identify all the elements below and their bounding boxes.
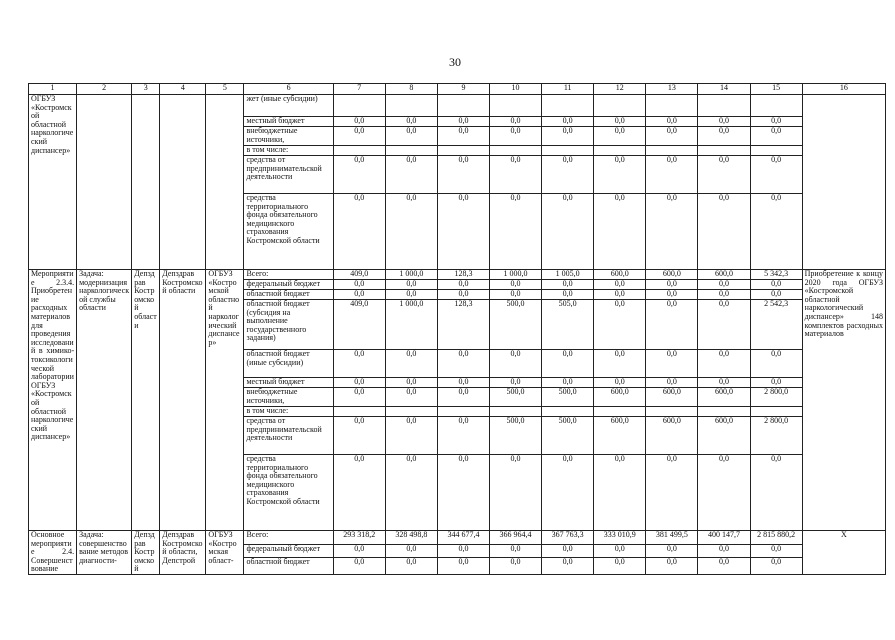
amount-cell: 500,0 xyxy=(542,417,594,455)
header-row xyxy=(29,84,886,95)
amount-cell: 0,0 xyxy=(646,117,698,127)
budget-table-wrapper xyxy=(28,83,886,640)
block3-col4: Депздрав Костромской области, Депстрой xyxy=(160,531,206,575)
amount-cell: 0,0 xyxy=(333,455,385,531)
funding-source-label: областной бюджет xyxy=(244,290,333,300)
amount-cell: 500,0 xyxy=(542,388,594,407)
amount-cell: 400 147,7 xyxy=(698,531,750,545)
amount-cell: 0,0 xyxy=(698,280,750,290)
amount-cell: 0,0 xyxy=(490,117,542,127)
amount-cell: 0,0 xyxy=(646,455,698,531)
amount-cell: 0,0 xyxy=(698,350,750,378)
amount-cell: 500,0 xyxy=(490,417,542,455)
amount-cell: 600,0 xyxy=(646,270,698,280)
amount-cell: 0,0 xyxy=(385,388,437,407)
amount-cell: 0,0 xyxy=(542,194,594,270)
amount-cell: 0,0 xyxy=(437,194,489,270)
amount-cell: 0,0 xyxy=(698,156,750,194)
amount-cell: 0,0 xyxy=(646,194,698,270)
block2-col2: Задача: модернизация наркологической службы области xyxy=(77,270,132,531)
amount-cell: 0,0 xyxy=(698,117,750,127)
funding-source-label: местный бюджет xyxy=(244,378,333,388)
amount-cell: 0,0 xyxy=(333,544,385,558)
block2-col5: ОГБУЗ «Костромской областной наркологический диспансер» xyxy=(206,270,244,531)
amount-cell: 0,0 xyxy=(385,378,437,388)
block1-col3 xyxy=(132,95,160,270)
amount-cell xyxy=(542,407,594,417)
amount-cell: 0,0 xyxy=(750,194,802,270)
amount-cell: 2 815 880,2 xyxy=(750,531,802,545)
amount-cell: 0,0 xyxy=(333,417,385,455)
amount-cell: 0,0 xyxy=(646,127,698,146)
funding-source-label: местный бюджет xyxy=(244,117,333,127)
amount-cell: 0,0 xyxy=(333,127,385,146)
amount-cell: 0,0 xyxy=(542,290,594,300)
amount-cell: 0,0 xyxy=(333,156,385,194)
amount-cell: 0,0 xyxy=(437,558,489,575)
block1-col1: ОГБУЗ «Костромской областной наркологический диспансер» xyxy=(29,95,77,270)
amount-cell: 0,0 xyxy=(594,378,646,388)
amount-cell: 0,0 xyxy=(437,378,489,388)
block1-col5 xyxy=(206,95,244,270)
column-number-14: 14 xyxy=(698,84,750,95)
funding-source-label: федеральный бюджет xyxy=(244,280,333,290)
amount-cell: 600,0 xyxy=(646,388,698,407)
column-number-13: 13 xyxy=(646,84,698,95)
amount-cell: 0,0 xyxy=(437,350,489,378)
amount-cell: 0,0 xyxy=(333,388,385,407)
block2-col4: Депздрав Костромской области xyxy=(160,270,206,531)
amount-cell xyxy=(594,95,646,117)
amount-cell: 0,0 xyxy=(437,156,489,194)
amount-cell: 600,0 xyxy=(646,417,698,455)
amount-cell: 0,0 xyxy=(437,290,489,300)
amount-cell: 0,0 xyxy=(333,117,385,127)
column-number-12: 12 xyxy=(594,84,646,95)
amount-cell: 0,0 xyxy=(594,455,646,531)
amount-cell xyxy=(750,95,802,117)
amount-cell: 344 677,4 xyxy=(437,531,489,545)
amount-cell: 0,0 xyxy=(490,127,542,146)
amount-cell xyxy=(698,407,750,417)
amount-cell: 0,0 xyxy=(750,290,802,300)
column-number-9: 9 xyxy=(437,84,489,95)
column-number-5: 5 xyxy=(206,84,244,95)
amount-cell: 0,0 xyxy=(698,378,750,388)
funding-source-label: областной бюджет xyxy=(244,558,333,575)
page-number: 30 xyxy=(449,55,461,69)
amount-cell: 0,0 xyxy=(646,378,698,388)
amount-cell: 0,0 xyxy=(594,558,646,575)
amount-cell: 2 800,0 xyxy=(750,417,802,455)
amount-cell: 600,0 xyxy=(698,417,750,455)
amount-cell xyxy=(437,407,489,417)
amount-cell xyxy=(490,95,542,117)
amount-cell: 328 498,8 xyxy=(385,531,437,545)
funding-source-label: средства от предпринимательской деятельности xyxy=(244,417,333,455)
amount-cell: 600,0 xyxy=(698,388,750,407)
amount-cell xyxy=(333,95,385,117)
budget-table xyxy=(28,83,886,575)
amount-cell xyxy=(437,146,489,156)
amount-cell: 409,0 xyxy=(333,300,385,350)
amount-cell: 0,0 xyxy=(437,388,489,407)
amount-cell: 0,0 xyxy=(385,455,437,531)
amount-cell: 366 964,4 xyxy=(490,531,542,545)
amount-cell xyxy=(490,407,542,417)
amount-cell: 1 000,0 xyxy=(385,270,437,280)
amount-cell: 0,0 xyxy=(385,350,437,378)
column-number-11: 11 xyxy=(542,84,594,95)
amount-cell: 0,0 xyxy=(698,544,750,558)
amount-cell: 0,0 xyxy=(385,417,437,455)
amount-cell: 0,0 xyxy=(542,455,594,531)
amount-cell: 0,0 xyxy=(698,300,750,350)
column-number-10: 10 xyxy=(490,84,542,95)
funding-source-label: внебюджетные источники, xyxy=(244,388,333,407)
amount-cell: 0,0 xyxy=(698,558,750,575)
amount-cell: 409,0 xyxy=(333,270,385,280)
amount-cell: 5 342,3 xyxy=(750,270,802,280)
amount-cell xyxy=(594,407,646,417)
amount-cell: 0,0 xyxy=(333,350,385,378)
amount-cell xyxy=(542,95,594,117)
amount-cell: 0,0 xyxy=(750,455,802,531)
amount-cell: 0,0 xyxy=(698,455,750,531)
amount-cell: 600,0 xyxy=(594,270,646,280)
block1-col2 xyxy=(77,95,132,270)
amount-cell: 0,0 xyxy=(333,194,385,270)
amount-cell: 0,0 xyxy=(594,194,646,270)
funding-source-label: областной бюджет (субсидия на выполнение государственного задания) xyxy=(244,300,333,350)
amount-cell: 367 763,3 xyxy=(542,531,594,545)
amount-cell xyxy=(385,95,437,117)
amount-cell xyxy=(750,146,802,156)
amount-cell: 0,0 xyxy=(594,156,646,194)
block2-col3: Депздрав Костромской области xyxy=(132,270,160,531)
amount-cell: 0,0 xyxy=(698,194,750,270)
column-number-2: 2 xyxy=(77,84,132,95)
amount-cell xyxy=(490,146,542,156)
amount-cell xyxy=(385,146,437,156)
amount-cell: 0,0 xyxy=(542,127,594,146)
table-body xyxy=(29,84,886,575)
amount-cell: 0,0 xyxy=(750,117,802,127)
amount-cell: 0,0 xyxy=(750,280,802,290)
amount-cell: 0,0 xyxy=(437,417,489,455)
funding-source-label: жет (иные субсидии) xyxy=(244,95,333,117)
amount-cell: 0,0 xyxy=(385,280,437,290)
amount-cell: 0,0 xyxy=(385,117,437,127)
block3-col2: Задача: совершенствование методов диагности- xyxy=(77,531,132,575)
amount-cell: 0,0 xyxy=(490,280,542,290)
amount-cell xyxy=(594,146,646,156)
column-number-4: 4 xyxy=(160,84,206,95)
block1-row xyxy=(29,95,886,117)
amount-cell xyxy=(333,407,385,417)
amount-cell: 0,0 xyxy=(750,127,802,146)
block2-col16: Приобретение к концу 2020 года ОГБУЗ «Костромской областной наркологический диспансер» 148 комплектов расходных материалов xyxy=(802,270,885,531)
amount-cell: 0,0 xyxy=(490,350,542,378)
amount-cell: 0,0 xyxy=(542,117,594,127)
amount-cell: 0,0 xyxy=(385,558,437,575)
amount-cell: 0,0 xyxy=(594,280,646,290)
amount-cell xyxy=(646,146,698,156)
amount-cell: 0,0 xyxy=(542,378,594,388)
amount-cell: 0,0 xyxy=(698,290,750,300)
amount-cell: 2 800,0 xyxy=(750,388,802,407)
amount-cell xyxy=(437,95,489,117)
amount-cell: 381 499,5 xyxy=(646,531,698,545)
amount-cell: 0,0 xyxy=(490,156,542,194)
amount-cell xyxy=(333,146,385,156)
amount-cell: 0,0 xyxy=(646,544,698,558)
amount-cell: 1 005,0 xyxy=(542,270,594,280)
amount-cell: 600,0 xyxy=(594,388,646,407)
amount-cell: 0,0 xyxy=(542,280,594,290)
amount-cell: 1 000,0 xyxy=(490,270,542,280)
amount-cell: 0,0 xyxy=(437,117,489,127)
funding-source-label: в том числе: xyxy=(244,407,333,417)
funding-source-label: федеральный бюджет xyxy=(244,544,333,558)
amount-cell: 0,0 xyxy=(594,127,646,146)
amount-cell: 0,0 xyxy=(750,378,802,388)
block3-col5: ОГБУЗ «Костромская област- xyxy=(206,531,244,575)
amount-cell: 0,0 xyxy=(333,280,385,290)
amount-cell: 0,0 xyxy=(750,544,802,558)
column-number-1: 1 xyxy=(29,84,77,95)
column-number-8: 8 xyxy=(385,84,437,95)
amount-cell xyxy=(385,407,437,417)
amount-cell: 128,3 xyxy=(437,300,489,350)
amount-cell xyxy=(698,146,750,156)
funding-source-label: Всего: xyxy=(244,270,333,280)
amount-cell: 293 318,2 xyxy=(333,531,385,545)
amount-cell: 0,0 xyxy=(646,290,698,300)
amount-cell: 0,0 xyxy=(385,194,437,270)
block2-row xyxy=(29,270,886,280)
amount-cell: 0,0 xyxy=(646,350,698,378)
block3-col1: Основное мероприятие 2.4. Совершенствование xyxy=(29,531,77,575)
amount-cell: 0,0 xyxy=(490,544,542,558)
amount-cell: 0,0 xyxy=(333,378,385,388)
amount-cell: 0,0 xyxy=(437,455,489,531)
amount-cell: 0,0 xyxy=(750,350,802,378)
column-number-16: 16 xyxy=(802,84,885,95)
amount-cell: 0,0 xyxy=(490,558,542,575)
amount-cell: 0,0 xyxy=(385,290,437,300)
amount-cell: 128,3 xyxy=(437,270,489,280)
amount-cell: 0,0 xyxy=(385,156,437,194)
column-number-6: 6 xyxy=(244,84,333,95)
funding-source-label: средства территориального фонда обязательного медицинского страхования Костромской области xyxy=(244,194,333,270)
funding-source-label: областной бюджет (иные субсидии) xyxy=(244,350,333,378)
block1-col16 xyxy=(802,95,885,270)
funding-source-label: средства территориального фонда обязательного медицинского страхования Костромской области xyxy=(244,455,333,531)
amount-cell: 0,0 xyxy=(490,455,542,531)
amount-cell: 0,0 xyxy=(750,558,802,575)
amount-cell xyxy=(646,95,698,117)
amount-cell: 0,0 xyxy=(437,280,489,290)
amount-cell: 505,0 xyxy=(542,300,594,350)
block3-col3: Депздрав Костромской xyxy=(132,531,160,575)
amount-cell: 500,0 xyxy=(490,300,542,350)
column-number-3: 3 xyxy=(132,84,160,95)
amount-cell xyxy=(698,95,750,117)
amount-cell: 0,0 xyxy=(490,194,542,270)
funding-source-label: средства от предпринимательской деятельности xyxy=(244,156,333,194)
amount-cell: 0,0 xyxy=(594,350,646,378)
amount-cell: 0,0 xyxy=(542,156,594,194)
amount-cell: 0,0 xyxy=(594,117,646,127)
amount-cell: 0,0 xyxy=(490,378,542,388)
amount-cell xyxy=(542,146,594,156)
amount-cell xyxy=(750,407,802,417)
amount-cell: 0,0 xyxy=(385,127,437,146)
amount-cell: 0,0 xyxy=(490,290,542,300)
funding-source-label: внебюджетные источники, xyxy=(244,127,333,146)
amount-cell: 0,0 xyxy=(385,544,437,558)
amount-cell: 0,0 xyxy=(542,544,594,558)
amount-cell: 600,0 xyxy=(698,270,750,280)
block3-row xyxy=(29,531,886,545)
amount-cell: 1 000,0 xyxy=(385,300,437,350)
amount-cell: 0,0 xyxy=(333,290,385,300)
amount-cell: 0,0 xyxy=(437,544,489,558)
amount-cell: 0,0 xyxy=(646,280,698,290)
amount-cell: 0,0 xyxy=(542,350,594,378)
block3-col16: X xyxy=(802,531,885,575)
amount-cell: 2 542,3 xyxy=(750,300,802,350)
amount-cell: 0,0 xyxy=(594,300,646,350)
amount-cell: 0,0 xyxy=(646,156,698,194)
amount-cell: 0,0 xyxy=(698,127,750,146)
amount-cell: 0,0 xyxy=(333,558,385,575)
funding-source-label: в том числе: xyxy=(244,146,333,156)
amount-cell xyxy=(646,407,698,417)
column-number-7: 7 xyxy=(333,84,385,95)
funding-source-label: Всего: xyxy=(244,531,333,545)
amount-cell: 0,0 xyxy=(646,300,698,350)
amount-cell: 0,0 xyxy=(437,127,489,146)
amount-cell: 0,0 xyxy=(594,544,646,558)
amount-cell: 500,0 xyxy=(490,388,542,407)
amount-cell: 0,0 xyxy=(750,156,802,194)
column-number-15: 15 xyxy=(750,84,802,95)
block1-col4 xyxy=(160,95,206,270)
amount-cell: 333 010,9 xyxy=(594,531,646,545)
amount-cell: 0,0 xyxy=(646,558,698,575)
amount-cell: 0,0 xyxy=(594,290,646,300)
block2-col1: Мероприятие 2.3.4. Приобретение расходных материалов для проведения исследований в химико-токсикологической лаборатории ОГБУЗ «Костромской областной наркологический диспансер» xyxy=(29,270,77,531)
amount-cell: 600,0 xyxy=(594,417,646,455)
amount-cell: 0,0 xyxy=(542,558,594,575)
